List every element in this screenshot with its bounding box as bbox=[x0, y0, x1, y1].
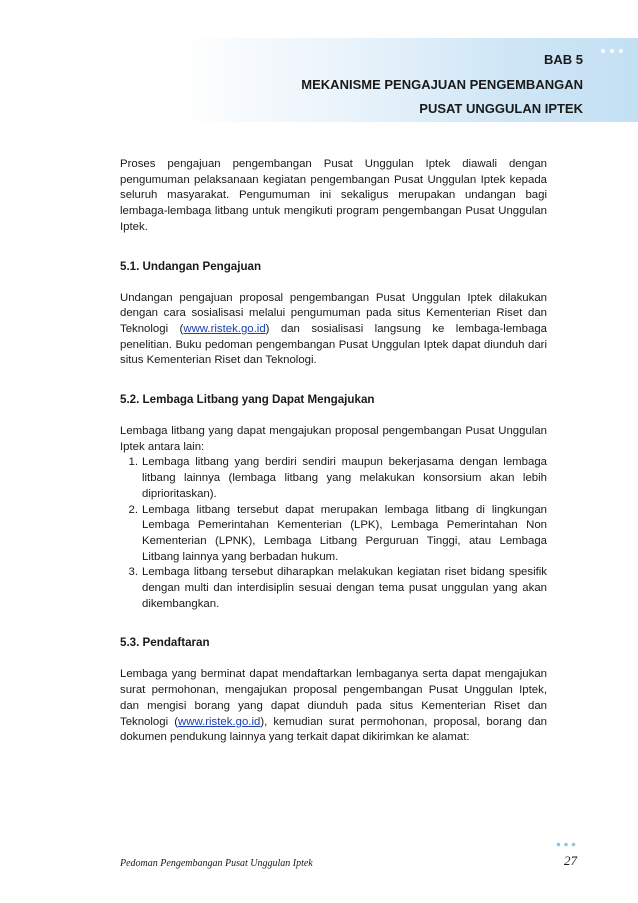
chapter-title bbox=[301, 73, 583, 121]
list-item bbox=[120, 503, 547, 566]
page-number: 27 bbox=[564, 853, 577, 868]
footer-dots-icon bbox=[556, 842, 576, 847]
page-content bbox=[120, 157, 547, 746]
list-number: 3. bbox=[128, 566, 138, 579]
institution-list bbox=[120, 455, 547, 612]
list-item-text: Lembaga litbang tersebut diharapkan melakukan kegiatan riset bidang spesifik dengan multi dan interdisiplin sesuai dengan tema pusat unggulan yang akan dikembangkan. bbox=[142, 566, 547, 610]
footer-book-title: Pedoman Pengembangan Pusat Unggulan Iptek bbox=[120, 858, 313, 869]
list-item-text: Lembaga litbang tersebut dapat merupakan lembaga litbang di lingkungan Lembaga Pemerintahan Kementerian (LPK), Lembaga Pemerintahan Non Kementerian (LPNK), Lembaga Litbang Perguruan Tinggi, atau Lembaga Litbang lainnya yang berbadan hukum. bbox=[142, 503, 547, 563]
section-5-2-heading: 5.2. Lembaga Litbang yang Dapat Mengajukan bbox=[120, 393, 375, 407]
chapter-title-line-2: PUSAT UNGGULAN IPTEK bbox=[419, 101, 583, 116]
section-5-2-lead: Lembaga litbang yang dapat mengajukan proposal pengembangan Pusat Unggulan Iptek antara lain: bbox=[120, 425, 547, 453]
list-number: 1. bbox=[128, 456, 138, 469]
section-5-1-heading: 5.1. Undangan Pengajuan bbox=[120, 259, 262, 273]
decorative-dots-icon bbox=[600, 48, 624, 54]
list-item bbox=[120, 455, 547, 502]
chapter-label: BAB 5 bbox=[543, 52, 583, 67]
section-5-3-text-after: ), kemudian surat permohonan, proposal, borang dan dokumen pendukung lainnya yang terkait dapat dikirimkan ke alamat: bbox=[120, 715, 547, 744]
section-5-1-text-after: ) dan sosialisasi langsung ke lembaga-lembaga penelitian. Buku pedoman pengembangan Pusat Unggulan Iptek dapat diunduh dari situs Kementerian Riset dan Teknologi. bbox=[120, 322, 547, 367]
list-number: 2. bbox=[128, 503, 138, 516]
ristek-link[interactable]: www.ristek.go.id bbox=[178, 715, 261, 728]
section-5-3-text-before: Lembaga yang berminat dapat mendaftarkan lembaganya serta dapat mengajukan surat permohonan, mengajukan proposal pengembangan Pusat Unggulan Iptek, dan mengisi borang yang dapat diunduh pada situs Kementerian Riset dan Teknologi ( bbox=[120, 668, 547, 728]
intro-paragraph: Proses pengajuan pengembangan Pusat Unggulan Iptek diawali dengan pengumuman pelaksanaan kegiatan pengembangan Pusat Unggulan Iptek kepada seluruh masyarakat. Pengumuman ini sekaligus merupakan undangan bagi lembaga-lembaga litbang untuk mengikuti program pengembangan Pusat Unggulan Iptek. bbox=[120, 158, 547, 233]
section-5-1-paragraph bbox=[120, 291, 547, 370]
list-item-text: Lembaga litbang yang berdiri sendiri maupun bekerjasama dengan lembaga litbang lainnya (lembaga litbang yang melakukan konsorsium akan lebih diprioritaskan). bbox=[142, 456, 547, 500]
ristek-link[interactable]: www.ristek.go.id bbox=[183, 322, 266, 335]
section-5-3-paragraph bbox=[120, 667, 547, 746]
chapter-title-line-1: MEKANISME PENGAJUAN PENGEMBANGAN bbox=[301, 77, 583, 92]
list-item bbox=[120, 565, 547, 612]
section-5-1-text-before: Undangan pengajuan proposal pengembangan Pusat Unggulan Iptek dilakukan dengan cara sosialisasi melalui pengumuman pada situs Kementerian Riset dan Teknologi ( bbox=[120, 291, 547, 335]
section-5-3-heading: 5.3. Pendaftaran bbox=[120, 636, 210, 650]
